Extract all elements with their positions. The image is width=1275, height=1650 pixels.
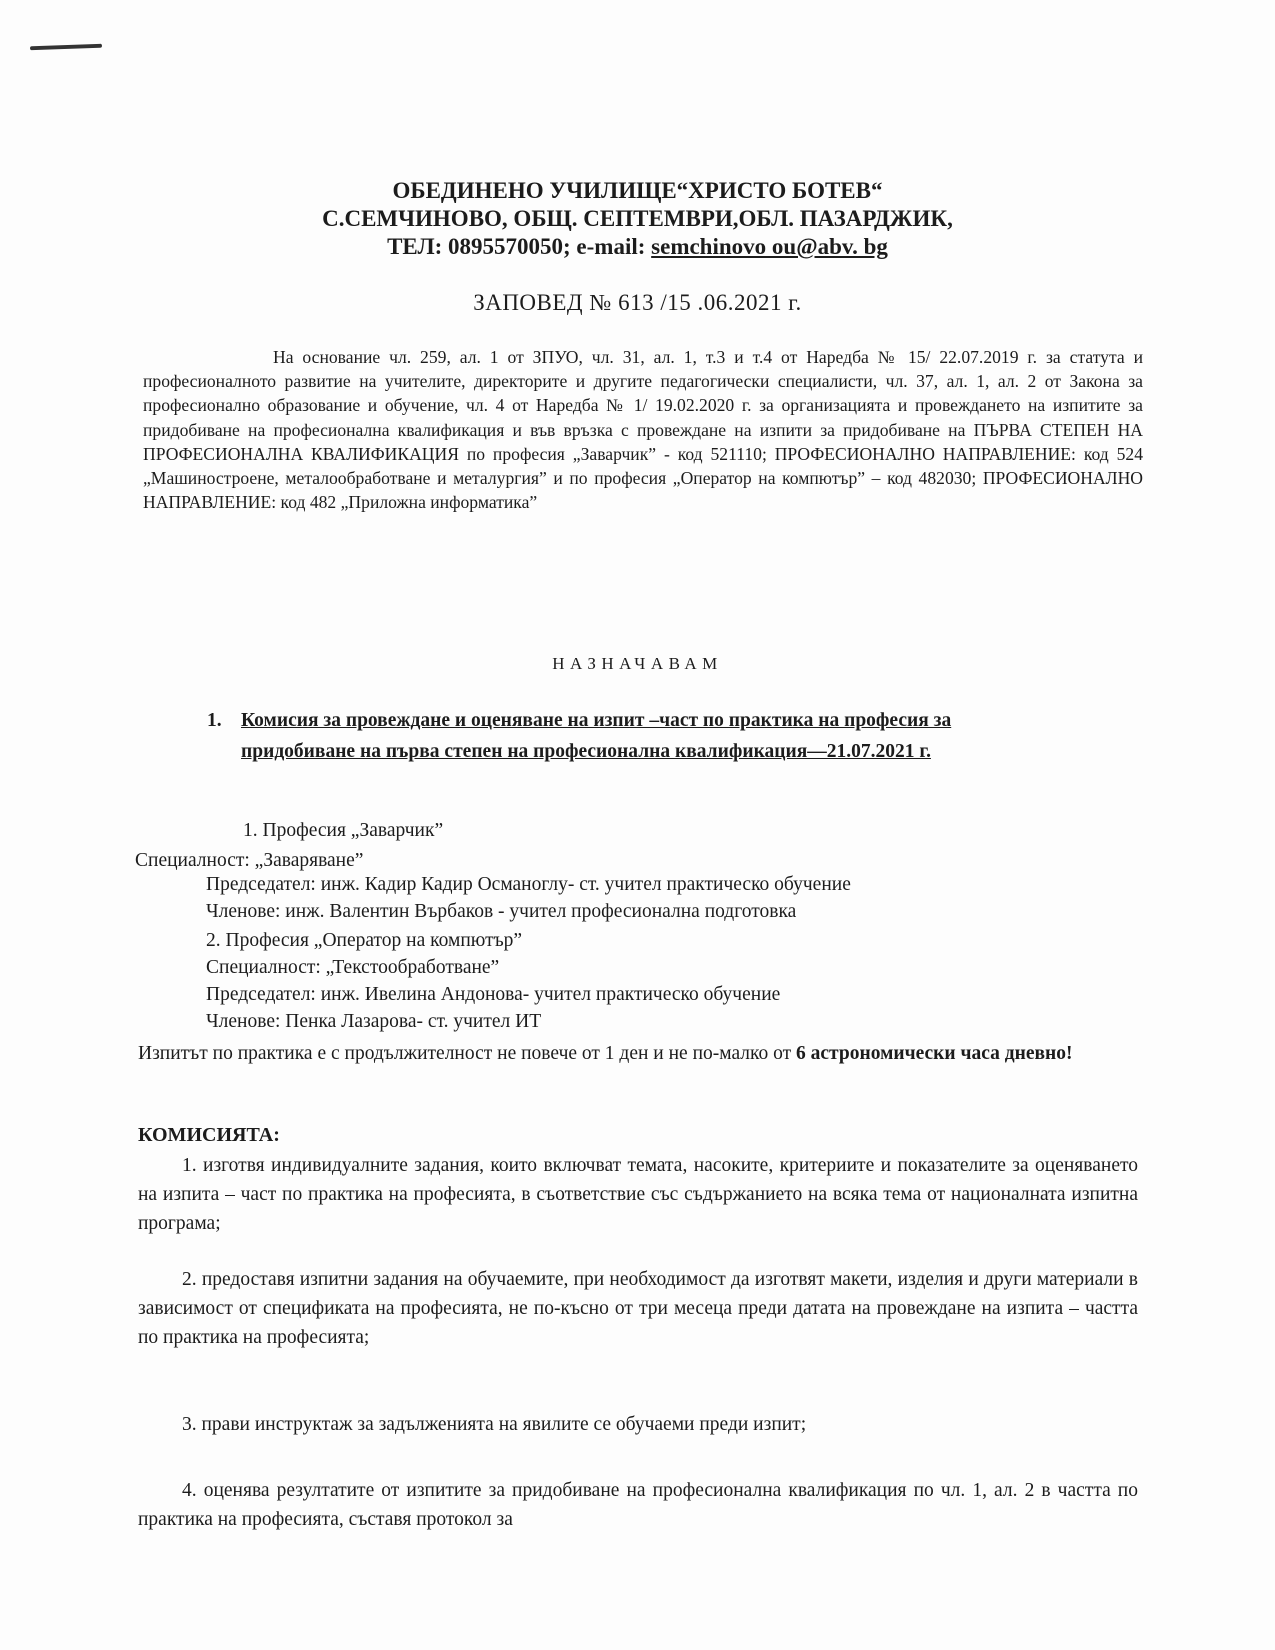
specialty-welding: Специалност: „Заваряване” [135, 850, 364, 871]
phone-label: ТЕЛ: 0895570050; e-mail: [387, 234, 652, 259]
committee-heading: КОМИСИЯТА: [138, 1124, 280, 1146]
duty-3: 3. прави инструктаж за задълженията на явилите се обучаеми преди изпит; [182, 1414, 807, 1435]
email-link[interactable]: semchinovo ou@abv. bg [651, 234, 888, 259]
school-contacts [0, 234, 1275, 260]
commission-item-1 [207, 705, 1027, 767]
item-number: 1. [207, 710, 222, 731]
members-1: Членове: инж. Валентин Върбаков - учител професионална подготовка [206, 901, 797, 922]
duty-2: 2. предоставя изпитни задания на обучаемите, при необходимост да изготвят макети, изделия и други материали в зависимост от спецификата на професията, не по-късно от три месеца преди датата на провеждане на изпита – частта по практика на професията; [138, 1269, 1138, 1348]
duration-text: Изпитът по практика е с продължителност не повече от 1 ден и не по-малко от [138, 1043, 797, 1064]
order-basis: На основание чл. 259, ал. 1 от ЗПУО, чл. 31, ал. 1, т.3 и т.4 от Наредба № 15/ 22.07.2019 г. за статута и професионалното развитие на учителите, директорите и другите педагогически специалисти, чл. 37, ал. 1, ал. 2 от Закона за професионално образование и обучение, чл. 4 от Наредба № 1/ 19.02.2020 г. за организацията и провеждането на изпитите за придобиване на професионална квалификация и във връзка с провеждане на изпити за придобиване на ПЪРВА СТЕПЕН НА ПРОФЕСИОНАЛНА КВАЛИФИКАЦИЯ по професия „Заварчик” - код 521110; ПРОФЕСИОНАЛНО НАПРАВЛЕНИЕ: код 524 „Машиностроене, металообработване и металургия” и по професия „Оператор на компютър” – код 482030; ПРОФЕСИОНАЛНО НАПРАВЛЕНИЕ: код 482 „Приложна информатика” [143, 347, 1143, 513]
item-text: Комисия за провеждане и оценяване на изпит –част по практика на професия за придобиване на първа степен на професионална квалификация—21.07.2021 г. [241, 710, 952, 762]
exam-duration [138, 1039, 1138, 1068]
members-2: Членове: Пенка Лазарова- ст. учител ИТ [206, 1011, 542, 1032]
chair-1: Председател: инж. Кадир Кадир Османоглу- ст. учител практическо обучение [206, 874, 851, 895]
duty-1: 1. изготвя индивидуалните задания, които включват темата, насоките, критериите и показателите за оценяването на изпита – част по практика на професията, в съответствие със съдържанието на всяка тема от националната изпитна програма; [138, 1155, 1138, 1234]
duration-emphasis: 6 астрономически часа дневно! [796, 1043, 1073, 1064]
scan-mark [30, 44, 102, 51]
school-name: ОБЕДИНЕНО УЧИЛИЩЕ“ХРИСТО БОТЕВ“ [392, 178, 883, 203]
chair-2: Председател: инж. Ивелина Андонова- учител практическо обучение [206, 984, 781, 1005]
profession-operator: 2. Професия „Оператор на компютър” [206, 930, 523, 951]
specialty-text-processing: Специалност: „Текстообработване” [206, 957, 500, 978]
school-address: С.СЕМЧИНОВО, ОБЩ. СЕПТЕМВРИ,ОБЛ. ПАЗАРДЖИК, [322, 206, 953, 231]
appoint-heading: НАЗНАЧАВАМ [552, 654, 723, 673]
profession-welder: 1. Професия „Заварчик” [243, 820, 444, 841]
duty-4: 4. оценява резултатите от изпитите за придобиване на професионална квалификация по чл. 1, ал. 2 в частта по практика на професията, съставя протокол за [138, 1480, 1138, 1530]
order-title: ЗАПОВЕД № 613 /15 .06.2021 г. [473, 290, 802, 315]
